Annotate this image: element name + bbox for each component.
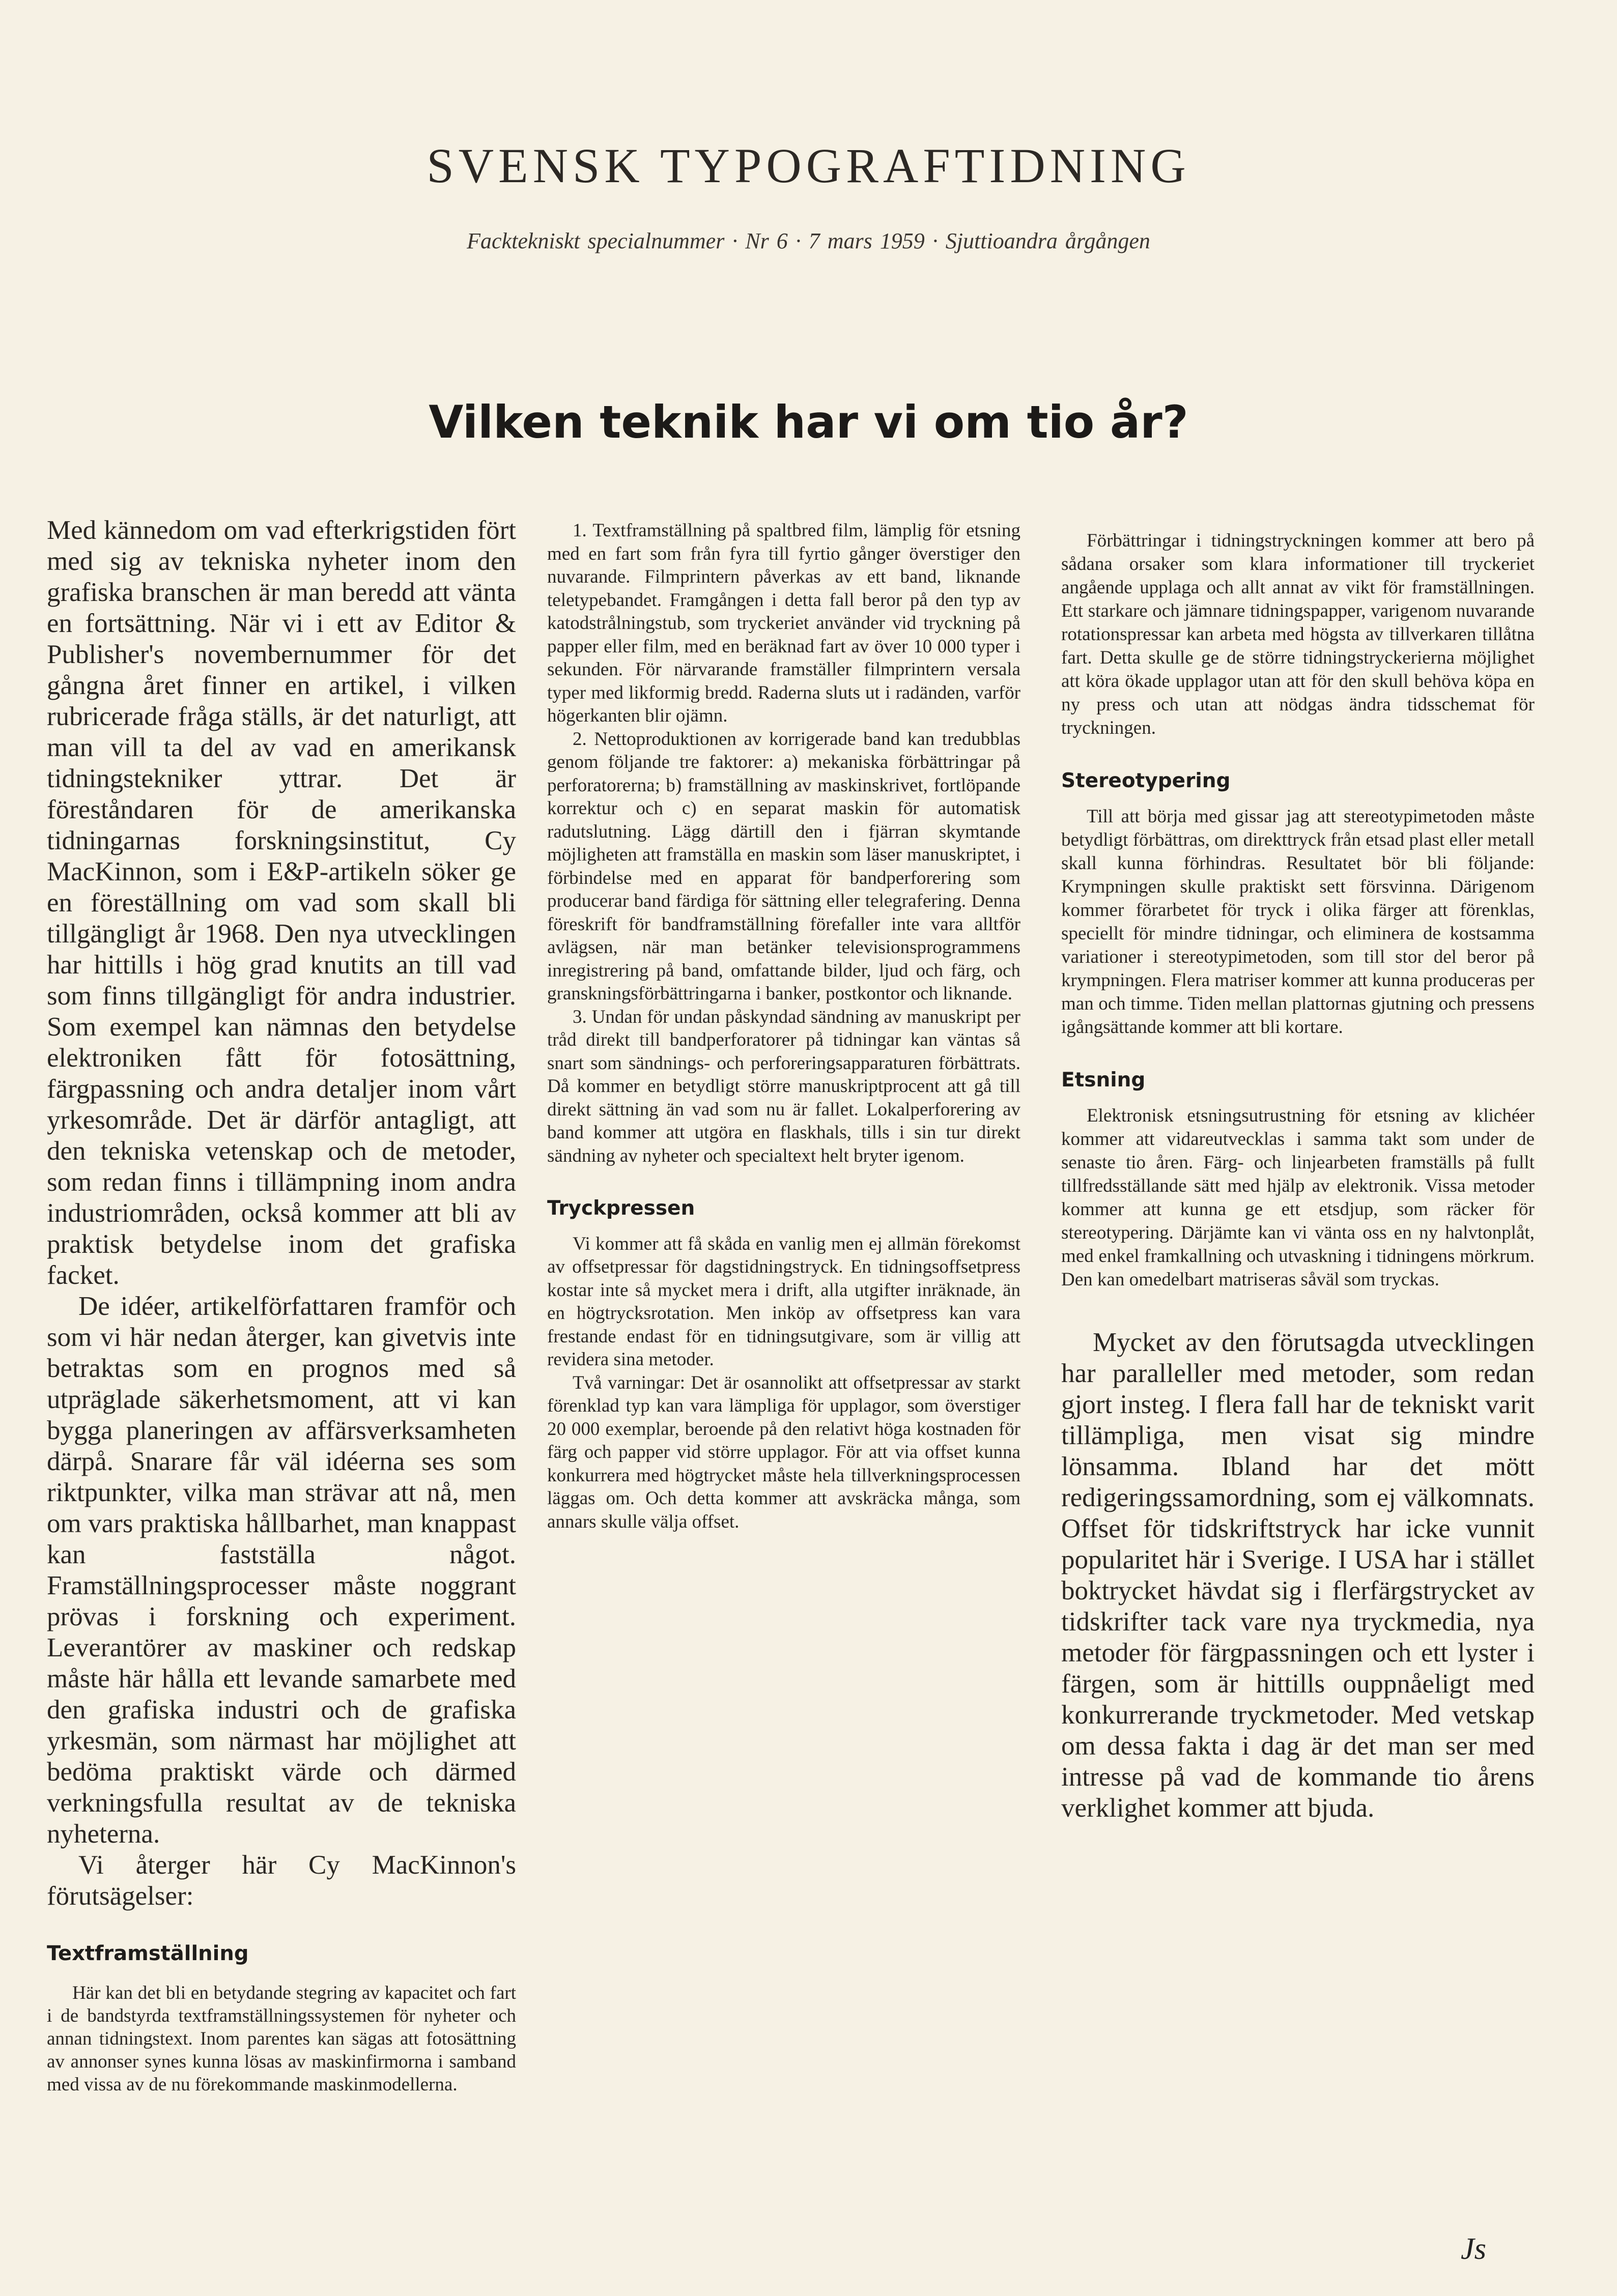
tryckpressen-paragraph-1: Vi kommer att få skåda en vanlig men ej allmän förekomst av offsetpressar för dagstidningstryck. En tidningsoffsetpress kostar inte så mycket mera i drift, alla utgifter inräknade, än en högtrycksrotation. Men inköp av offsetpress kan vara frestande endast för en tidningsutgivare, som är villig att revidera sina metoder. [547, 1233, 1020, 1370]
textframstallning-paragraph-1: Här kan det bli en betydande stegring av kapacitet och fart i de bandstyrda textframställningssystemen för nyheter och annan tidningstext. Inom parentes kan sägas att fotosättning av annonser synes kunna lösas av maskinfirmorna i samband med vissa av de nu förekommande maskinmodellerna. [47, 1983, 516, 2095]
textframstallning-paragraph-3: 2. Nettoproduktionen av korrigerade band kan tredubblas genom följande tre faktorer: a) mekaniska förbättringar på perforatorerna; b) framställning av maskinskrivet, fortlöpande korrektur och c) en separat maskin för automatisk radutslutning. Lägg därtill den i fjärran skymtande möjligheten att framställa en maskin som läser manuskriptet, i förbindelse med en apparat för bandperforering som producerar band färdiga för sättning eller telegrafering. Denna föreskrift för bandframställning förefaller inte vara alltför avlägsen, när man betänker televisionsprogrammens inregistrering på band, omfattande bilder, ljud och färg, och granskningsförbättringarna i banker, postkontor och liknande. [547, 728, 1020, 1004]
masthead: SVENSK TYPOGRAFTIDNING [427, 138, 1190, 193]
stereotypering-paragraph-1: Till att börja med gissar jag att stereotypimetoden måste betydligt förbättras, om direkttryck från etsad plast eller metall skall kunna förhindras. Resultatet bör bli följande: Krympningen skulle praktiskt sett försvinna. Därigenom kommer förarbetet för tryck i olika färger att förenklas, speciellt för mindre tidningar, och eliminera de kostsamma variationer i stereotypimetoden, som till stor del beror på krympningen. Flera matriser kommer att kunna produceras per man och timme. Tiden mellan plattornas gjutning och pressens igångsättande kommer att bli kortare. [1061, 806, 1535, 1038]
column-2 [547, 519, 1020, 1533]
section-heading-etsning: Etsning [1061, 1069, 1146, 1092]
textframstallning-paragraph-2: 1. Textframställning på spaltbred film, lämplig för etsning med en fart som från fyra till fyrtio gånger överstiger den nuvarande. Filmprintern påverkas av ett band, liknande teletypebandet. Framgången i detta fall beror på den typ av katodstrålningstub, som tryckeriet använder vid tryckning på papper eller film, med en beräknad fart av över 10 000 typer i sekunden. För närvarande framställer filmprintern versala typer med likformig bredd. Raderna sluts ut i radänden, varför högerkanten blir ojämn. [547, 520, 1020, 726]
etsning-paragraph-1: Elektronisk etsningsutrustning för etsning av klichéer kommer att vidareutvecklas i samma takt som under de senaste tio åren. Färg- och linjearbeten framställs på fullt tillfredsställande sätt med hjälp av elektronik. Vissa metoder kommer att kunna ge ett etsdjup, som räcker för stereotypering. Därjämte kan vi vänta oss en ny halvtonplåt, med enkel framkallning och utvaskning i tidningens mörkrum. Den kan omedelbart matriseras såväl som tryckas. [1061, 1105, 1535, 1290]
issue-subtitle: Facktekniskt specialnummer · Nr 6 · 7 mars 1959 · Sjuttioandra årgången [467, 228, 1150, 253]
intro-paragraph-1: Med kännedom om vad efterkrigstiden fört med sig av tekniska nyheter inom den grafiska branschen är man beredd att vänta en fortsättning. När vi i ett av Editor & Publisher's novembernummer för det gångna året finner en artikel, i vilken rubricerade fråga ställs, är det naturligt, att man vill ta del av vad en amerikansk tidningstekniker yttrar. Det är föreståndaren för de amerikanska tidningarnas forskningsinstitut, Cy MacKinnon, som i E&P-artikeln söker ge en föreställning om vad som skall bli tillgängligt år 1968. Den nya utvecklingen har hittills i hög grad knutits an till vad som finns tillgängligt för andra industrier. Som exempel kan nämnas den betydelse elektroniken fått för fotosättning, färgpassning och andra detaljer inom vårt yrkesområde. Det är därför antagligt, att den tekniska vetenskap och de metoder, som redan finns i tillämpning inom andra industriområden, också kommer att bli av praktisk betydelse inom det grafiska facket. [47, 515, 516, 1290]
author-signature: Js [1461, 2232, 1486, 2265]
section-heading-textframstallning: Textframställning [47, 1942, 249, 1965]
column-1 [47, 515, 516, 2096]
tryckpressen-paragraph-2: Två varningar: Det är osannolikt att offsetpressar av starkt förenklad typ kan vara lämpliga för upplagor, som överstiger 20 000 exemplar, beroende på den relativt höga kostnaden för färg och papper vid större upplagor. För att via offset kunna konkurrera med högtrycket måste hela tillverkningsprocessen läggas om. Och detta kommer att avskräcka många, som annars skulle välja offset. [547, 1372, 1020, 1532]
column-3 [1061, 529, 1535, 1824]
section-heading-tryckpressen: Tryckpressen [547, 1197, 695, 1220]
article-headline: Vilken teknik har vi om tio år? [429, 396, 1188, 448]
intro-paragraph-3: Vi återger här Cy MacKinnon's förutsägelser: [47, 1850, 516, 1911]
textframstallning-paragraph-4: 3. Undan för undan påskyndad sändning av manuskript per tråd direkt till bandperforatorer på tidningar kan väntas så snart som sändnings- och perforeringsapparaturen förbättrats. Då kommer en betydligt större manuskriptprocent att gå till direkt sättning än vad som nu är fallet. Lokalperforering av band kommer att utgöra en flaskhals, tills i sin tur direkt sändning av nyheter och specialtext helt bryter igenom. [547, 1006, 1020, 1166]
section-heading-stereotypering: Stereotypering [1061, 769, 1231, 792]
tryckpressen-paragraph-3: Förbättringar i tidningstryckningen kommer att bero på sådana orsaker som klara informationer till tryckeriet angående upplaga och allt annat av vikt för framställningen. Ett starkare och jämnare tidningspapper, varigenom nuvarande rotationspressar kan arbeta med högsta av tillverkaren tillåtna fart. Detta skulle ge de större tidningstryckerierna möjlighet att köra ökade upplagor utan att för den skull behöva köpa en ny press och utan att nödgas ändra tidsschemat för tryckningen. [1061, 530, 1535, 738]
closing-paragraph: Mycket av den förutsagda utvecklingen har paralleller med metoder, som redan gjort insteg. I flera fall har de tekniskt varit tillämpliga, men visat sig mindre lönsamma. Ibland har det mött redigeringssamordning, som ej välkomnats. Offset för tidskriftstryck har icke vunnit popularitet här i Sverige. I USA har i stället boktrycket hävdat sig i flerfärgstrycket av tidskrifter tack vare nya tryckmedia, nya metoder för färgpassningen och ett lyster i färgen, som är hittills ouppnåeligt med konkurrerande tryckmetoder. Med vetskap om dessa fakta i dag är det man ser med intresse på vad de kommande tio årens verklighet kommer att bjuda. [1061, 1328, 1535, 1823]
intro-paragraph-2: De idéer, artikelförfattaren framför och som vi här nedan återger, kan givetvis inte betraktas som en prognos med så utpräglade säkerhetsmoment, att vi kan bygga planeringen av affärsverksamheten därpå. Snarare får väl idéerna ses som riktpunkter, vilka man strävar att nå, men om vars praktiska hållbarhet, man knappast kan fastställa något. Framställningsprocesser måste noggrant prövas i forskning och experiment. Leverantörer av maskiner och redskap måste här hålla ett levande samarbete med den grafiska industri och de grafiska yrkesmän, som närmast har möjlighet att bedöma praktiskt värde och därmed verkningsfulla resultat av de tekniska nyheterna. [47, 1292, 516, 1849]
